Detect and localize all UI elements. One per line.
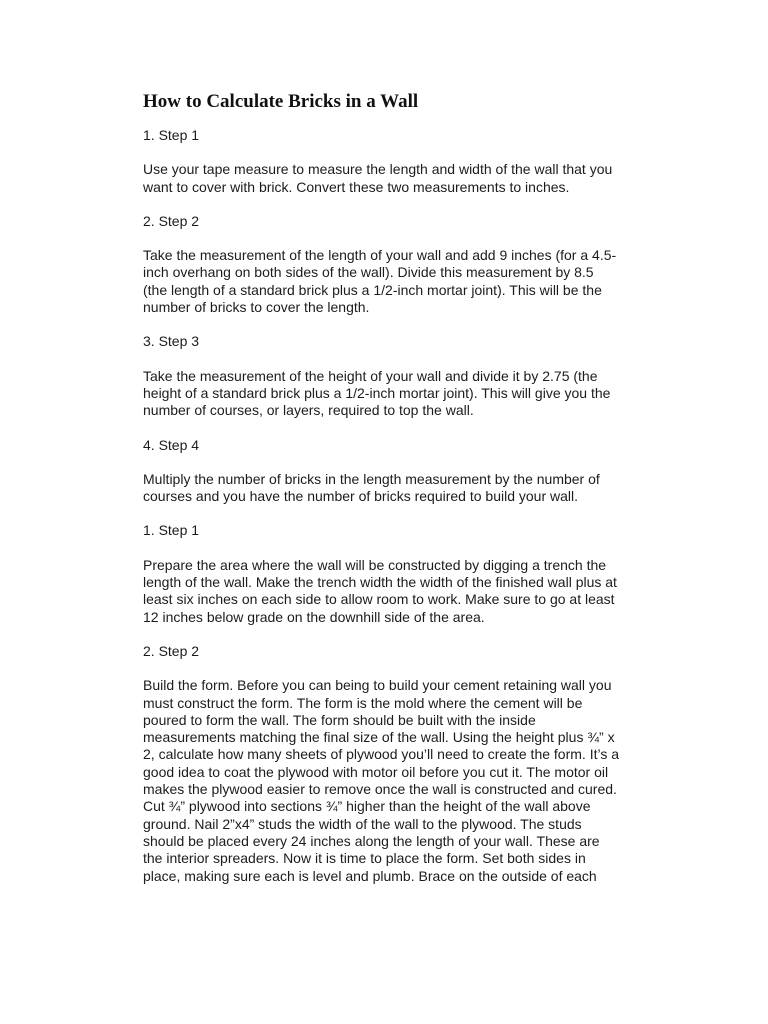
text-line: Build the form. Before you can being to build your cement retaining wall you xyxy=(143,677,612,694)
text-line: makes the plywood easier to remove once the wall is constructed and cured. xyxy=(143,781,617,798)
document-title: How to Calculate Bricks in a Wall xyxy=(143,91,419,112)
text-line: least six inches on each side to allow room to work. Make sure to go at least xyxy=(143,591,615,608)
text-line: inch overhang on both sides of the wall). Divide this measurement by 8.5 xyxy=(143,264,594,281)
document-body xyxy=(143,127,659,885)
text-line: must construct the form. The form is the mold where the cement will be xyxy=(143,694,583,711)
text-line: should be placed every 24 inches along the length of your wall. These are xyxy=(143,832,600,849)
text-line: want to cover with brick. Convert these two measurements to inches. xyxy=(143,178,570,195)
text-line: Cut ¾” plywood into sections ¾” higher than the height of the wall above xyxy=(143,798,591,815)
step-heading: 2. Step 2 xyxy=(143,642,200,659)
step-section xyxy=(143,213,659,316)
document-page xyxy=(143,90,659,902)
text-line: Take the measurement of the length of your wall and add 9 inches (for a 4.5- xyxy=(143,247,617,264)
text-line: number of bricks to cover the length. xyxy=(143,299,370,316)
text-line: Use your tape measure to measure the length and width of the wall that you xyxy=(143,161,613,178)
text-line: length of the wall. Make the trench width the width of the finished wall plus at xyxy=(143,574,617,591)
text-line: height of a standard brick plus a 1/2-inch mortar joint). This will give you the xyxy=(143,384,611,401)
text-line: Take the measurement of the height of your wall and divide it by 2.75 (the xyxy=(143,367,598,384)
step-paragraph xyxy=(143,557,659,626)
text-line: Multiply the number of bricks in the length measurement by the number of xyxy=(143,470,600,487)
step-heading: 1. Step 1 xyxy=(143,127,200,143)
text-line: number of courses, or layers, required to top the wall. xyxy=(143,402,474,419)
step-paragraph xyxy=(143,677,659,885)
text-line: place, making sure each is level and plumb. Brace on the outside of each xyxy=(143,867,597,884)
text-line: poured to form the wall. The form should be built with the inside xyxy=(143,711,536,728)
step-section xyxy=(143,333,659,419)
step-section xyxy=(143,522,659,625)
step-paragraph xyxy=(143,247,659,316)
step-section xyxy=(143,127,659,196)
text-line: 2, calculate how many sheets of plywood you’ll need to create the form. It’s a xyxy=(143,746,619,763)
step-section xyxy=(143,437,659,506)
step-paragraph xyxy=(143,471,659,506)
text-line: measurements matching the final size of the wall. Using the height plus ¾” x xyxy=(143,729,615,746)
step-paragraph xyxy=(143,368,659,420)
step-heading: 1. Step 1 xyxy=(143,522,200,539)
step-heading: 3. Step 3 xyxy=(143,333,200,350)
step-section xyxy=(143,643,659,885)
text-line: the interior spreaders. Now it is time to place the form. Set both sides in xyxy=(143,850,586,867)
text-line: good idea to coat the plywood with motor oil before you cut it. The motor oil xyxy=(143,763,609,780)
text-line: ground. Nail 2”x4” studs the width of the wall to the plywood. The studs xyxy=(143,815,582,832)
text-line: Prepare the area where the wall will be constructed by digging a trench the xyxy=(143,556,607,573)
text-line: (the length of a standard brick plus a 1/2-inch mortar joint). This will be the xyxy=(143,281,602,298)
step-heading: 4. Step 4 xyxy=(143,436,200,453)
step-heading: 2. Step 2 xyxy=(143,212,200,229)
text-line: courses and you have the number of bricks required to build your wall. xyxy=(143,488,579,505)
step-paragraph xyxy=(143,161,659,196)
text-line: 12 inches below grade on the downhill side of the area. xyxy=(143,608,485,625)
